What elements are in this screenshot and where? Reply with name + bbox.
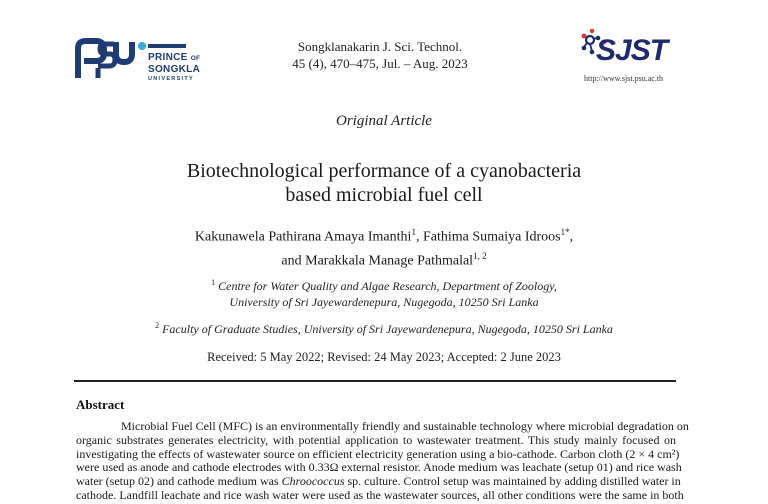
separator: , [569, 229, 574, 245]
abstract-text: water (setup 02) and cathode medium was [76, 474, 282, 489]
affiliation-text: Faculty of Graduate Studies, University of Sri Jayewardenepura, Nugegoda, 10250 Sri Lanka [159, 322, 613, 336]
affiliation-marker: 1* [560, 227, 570, 237]
abstract-line: investigating the effects of wastewater source on efficient electricity generation using a bio-cathode. Carbon cloth (2 × 4 cm²) [76, 446, 680, 461]
article-type: Original Article [336, 113, 432, 129]
title-line: based microbial fuel cell [285, 184, 483, 206]
affiliation-1 [0, 275, 768, 310]
journal-citation [250, 38, 510, 72]
psu-logo [74, 38, 204, 82]
abstract-text: sp. culture. Control setup was maintained by adding distilled water in [344, 474, 681, 489]
section-divider [74, 380, 676, 382]
abstract-heading: Abstract [76, 397, 125, 412]
psu-mark-icon [74, 38, 136, 80]
affiliation-text: Centre for Water Quality and Algae Research, Department of Zoology, [215, 279, 557, 293]
abstract-line: cathode. Landfill leachate and rice wash water were used as the wastewater sources, all other conditions were the same in both [76, 487, 684, 502]
sjst-logo [574, 28, 684, 88]
sjst-wordmark: SJST [596, 34, 668, 67]
author-list [0, 223, 768, 270]
author-name: Fathima Sumaiya Idroos [422, 229, 561, 245]
conjunction: and [281, 253, 306, 269]
affiliation-number: 2 [155, 321, 160, 330]
psu-dot [138, 42, 146, 50]
journal-url[interactable]: http://www.sjst.psu.ac.th [584, 74, 664, 83]
journal-name: Songklanakarin J. Sci. Technol. [297, 39, 463, 54]
author-name: Kakunawela Pathirana Amaya Imanthi [194, 229, 412, 245]
journal-issue: 45 (4), 470–475, Jul. – Aug. 2023 [292, 56, 468, 71]
affiliation-marker: 1 [411, 227, 416, 237]
species-name: Chroococcus [281, 474, 345, 489]
psu-wordmark: PRINCE OF SONGKLA UNIVERSITY [148, 52, 201, 82]
abstract-line: Microbial Fuel Cell (MFC) is an environmentally friendly and sustainable technology where microbial degradation on [121, 419, 689, 433]
submission-dates: Received: 5 May 2022; Revised: 24 May 2023; Accepted: 2 June 2023 [207, 350, 561, 364]
affiliation-marker: 1, 2 [473, 250, 487, 261]
abstract-line [76, 474, 681, 489]
affiliation-text: University of Sri Jayewardenepura, Nugegoda, 10250 Sri Lanka [229, 295, 539, 309]
affiliation-number: 1 [211, 278, 216, 287]
abstract-body [76, 419, 689, 503]
psu-bar [148, 44, 186, 48]
separator: , [415, 229, 423, 245]
paper-title [0, 159, 768, 207]
affiliation-2 [0, 318, 768, 337]
abstract-line: organic substrates generates electricity, with potential application to wastewater treatment. This study mainly focused on [76, 432, 676, 447]
abstract-line: were used as anode and cathode electrodes with 0.33Ω external resistor. Anode medium was leachate (setup 01) and rice wash [76, 460, 682, 475]
title-line: Biotechnological performance of a cyanobacteria [186, 160, 582, 182]
author-name: Marakkala Manage Pathmalal [305, 253, 474, 269]
